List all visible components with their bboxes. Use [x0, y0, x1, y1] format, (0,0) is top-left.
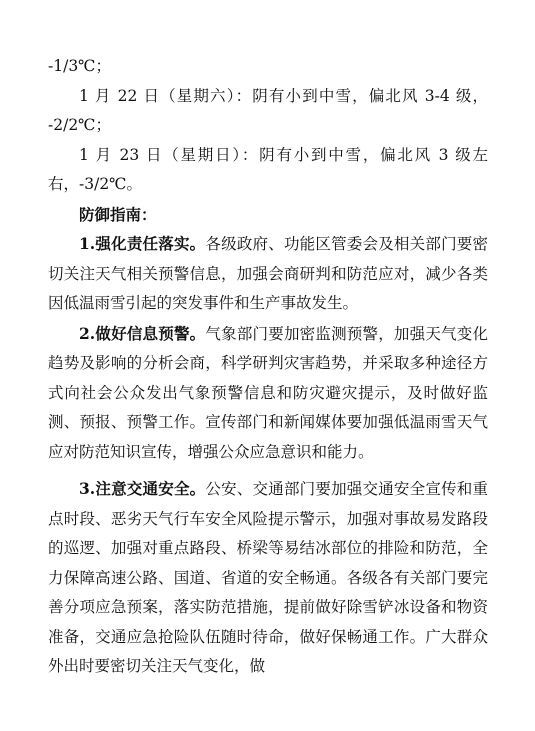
guide-item-3-body: 公安、交通部门要加强交通安全宣传和重点时段、恶劣天气行车安全风险提示警示，加强对事故易发路段的巡逻、加强对重点路段、桥梁等易结冰部位的排险和防范，全力保障高速公路、国道、省道的安全畅通。各级各有关部门要完善分项应急预案，落实防范措施，提前做好除雪铲冰设备和物资准备，交通应急抢险队伍随时待命，做好保畅通工作。广大群众外出时要密切关注天气变化，做 — [48, 480, 488, 675]
guide-item-3-title: 3.注意交通安全。 — [79, 479, 206, 498]
forecast-jan23-end: 右，-3/2℃。 — [48, 175, 143, 193]
guide-item-1-title: 1.强化责任落实。 — [79, 234, 206, 253]
forecast-jan22: 1 月 22 日（星期六）：阴有小到中雪，偏北风 3-4 级， — [79, 86, 488, 105]
guide-item-2-title: 2.做好信息预警。 — [79, 323, 206, 343]
guide-item-2 — [48, 319, 488, 468]
forecast-jan22-temp: -2/2℃； — [48, 116, 112, 134]
forecast-jan23: 1 月 23 日（星期日）：阴有小到中雪，偏北风 3 级左 — [79, 145, 488, 164]
guide-item-3 — [48, 474, 488, 682]
guide-heading: 防御指南： — [79, 204, 157, 224]
guide-item-1 — [48, 229, 488, 319]
guide-item-1-body: 各级政府、功能区管委会及相关部门要密切关注天气相关预警信息，加强会商研判和防范应对，减少各类因低温雨雪引起的突发事件和生产事故发生。 — [48, 235, 488, 312]
guide-item-2-body: 气象部门要加密监测预警，加强天气变化趋势及影响的分析会商，科学研判灾害趋势，并采取多种途径方式向社会公众发出气象预警信息和防灾避灾提示，及时做好监测、预报、预警工作。宣传部门和新闻媒体要加强低温雨雪天气应对防范知识宣传，增强公众应急意识和能力。 — [48, 324, 488, 461]
document-body — [48, 52, 488, 682]
forecast-temp-line: -1/3℃； — [48, 57, 112, 75]
